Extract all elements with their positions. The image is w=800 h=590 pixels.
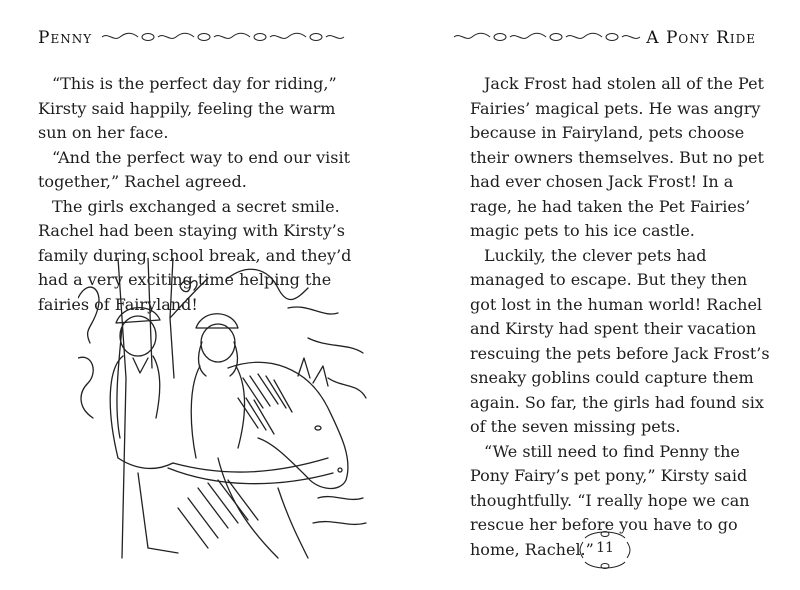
- running-header-left: Penny: [38, 28, 93, 48]
- running-header-right: A Pony Ride: [646, 28, 756, 48]
- paragraph: “And the perfect way to end our visit together,” Rachel agreed.: [38, 147, 351, 191]
- paragraph: Jack Frost had stolen all of the Pet Fairies’ magical pets. He was angry because in Fairyland, pets choose their owners themselves. But no pet had ever chosen Jack Frost! In a rage, he had taken the Pet Fairies’ magic pets to his ice castle.: [470, 74, 764, 240]
- illustration-girls-riding-horse: [78, 258, 368, 560]
- right-page: [400, 0, 800, 590]
- right-page-text: [470, 72, 770, 562]
- paragraph: “We still need to find Penny the Pony Fairy’s pet pony,” Kirsty said thoughtfully. “I really hope we can rescue her before you have to go home, Rachel.”: [470, 441, 750, 559]
- page-number-block: [577, 528, 633, 572]
- header-ornament-left: [100, 30, 350, 44]
- paragraph: “This is the perfect day for riding,” Kirsty said happily, feeling the warm sun on her face.: [38, 74, 337, 142]
- header-ornament-right: [452, 30, 642, 44]
- paragraph: The girls exchanged a secret smile. Rachel had been staying with Kirsty’s family during school break, and they’d had a very exciting time helping the fairies of Fairyland!: [38, 196, 352, 314]
- paragraph: Luckily, the clever pets had managed to escape. But they then got lost in the human world! Rachel and Kirsty had spent their vacation rescuing the pets before Jack Frost’s sneaky goblins could capture them again. So far, the girls had found six of the seven missing pets.: [470, 245, 770, 436]
- page-number: 11: [596, 540, 614, 556]
